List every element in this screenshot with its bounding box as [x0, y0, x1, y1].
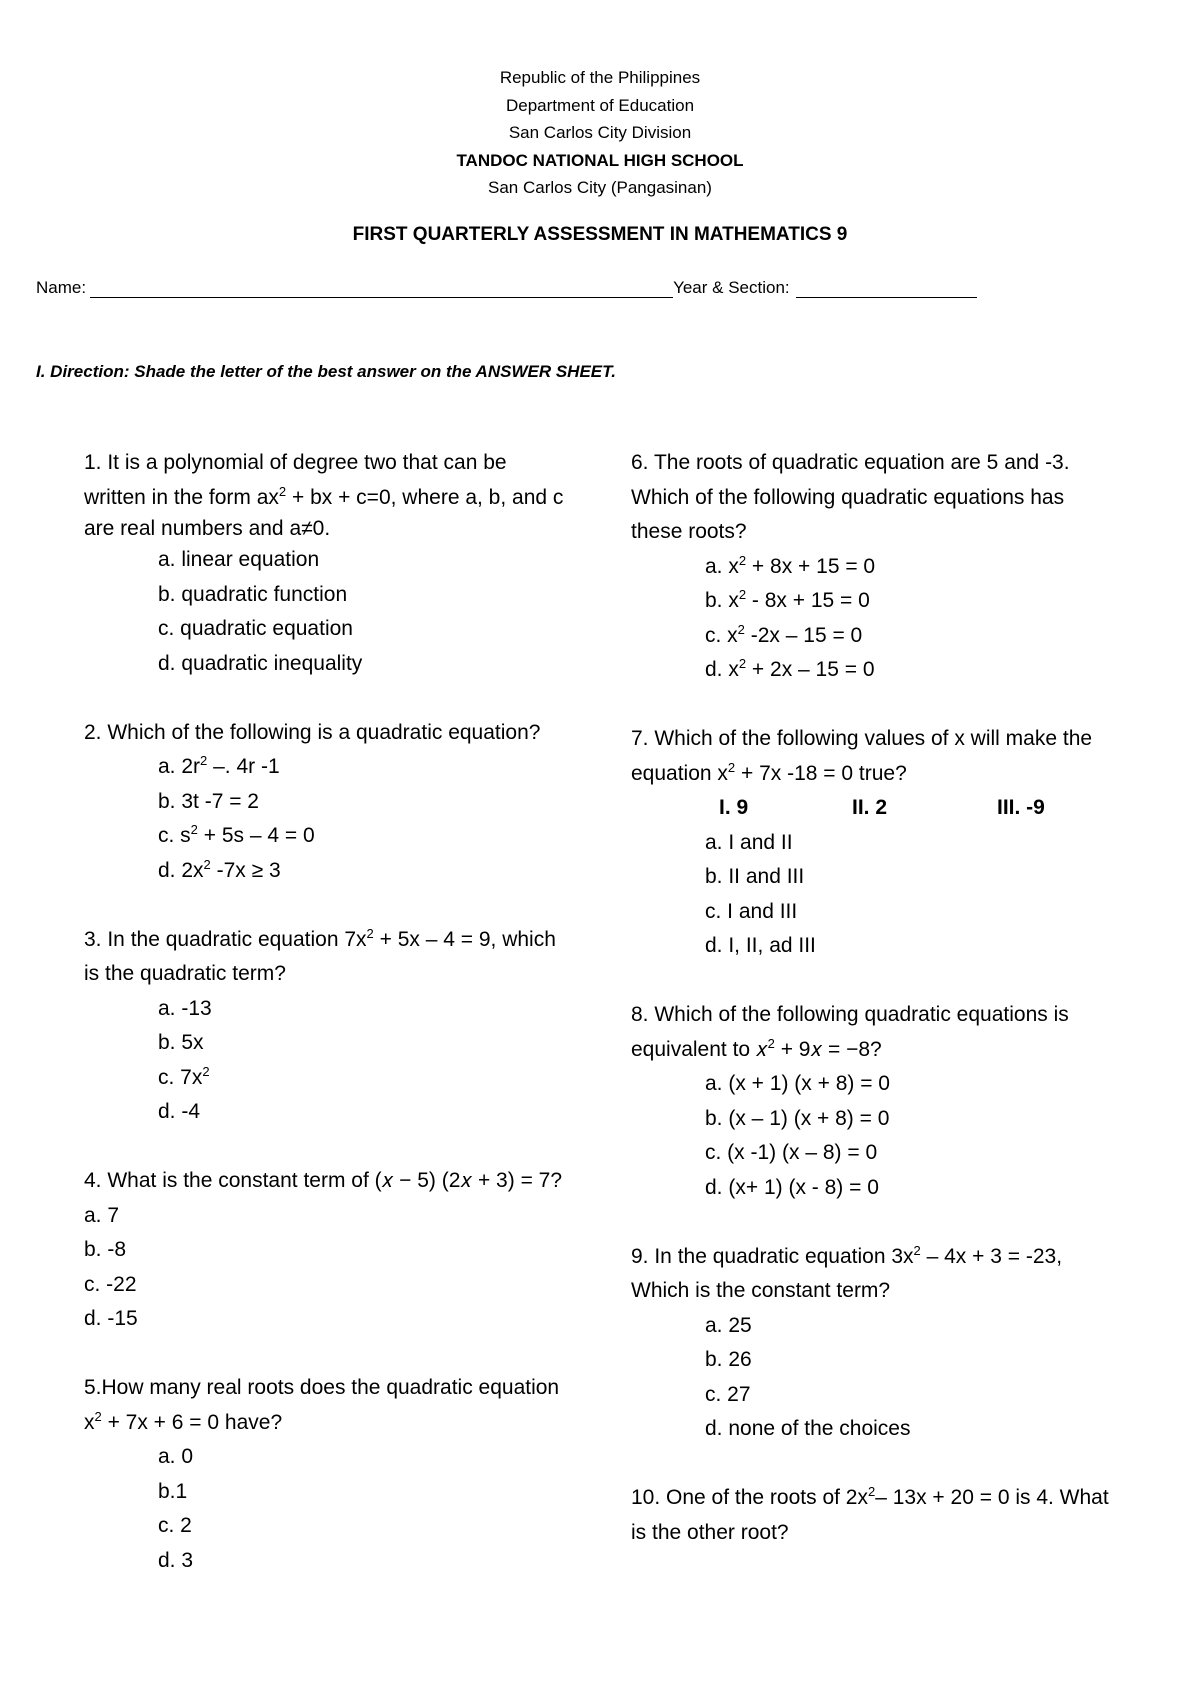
question-8	[631, 998, 1161, 1205]
q6-choice-c: c. $x^2$ -2x – 15 = 0	[705, 621, 863, 647]
q7-choice-a: a. I and II	[705, 830, 793, 854]
letterhead	[0, 64, 1200, 202]
q6-choice-d: d. $x^2 + 2x - 15 = 0$	[705, 656, 875, 681]
question-4	[84, 1164, 604, 1337]
q2-choice-d: d. $2x^2$ -7x ≥ 3	[158, 856, 281, 882]
q9-choice-d: d. none of the choices	[705, 1417, 911, 1440]
q7-choice-d: d. I, II, ad III	[705, 934, 816, 957]
q6-stem-line1: 6. The roots of quadratic equation are 5 and -3.	[631, 451, 1070, 474]
question-6	[631, 446, 1161, 688]
name-section-row	[36, 278, 977, 298]
question-9	[631, 1240, 1161, 1447]
q7-stem-line2: equation $x^2 + 7x$ -18 = 0 true?	[631, 759, 907, 785]
q3-choice-c: c. $7x^2$	[158, 1063, 210, 1089]
q5-stem-line1: 5.How many real roots does the quadratic equation	[84, 1376, 560, 1399]
name-field[interactable]	[90, 279, 673, 298]
q5-choice-d: d. 3	[158, 1548, 194, 1572]
header-school: TANDOC NATIONAL HIGH SCHOOL	[456, 150, 744, 170]
question-7	[631, 722, 1161, 964]
q4-choice-d: d. -15	[84, 1307, 138, 1330]
q7-roman-options	[631, 791, 1161, 826]
q7-stem-line1: 7. Which of the following values of x will make the	[631, 727, 1093, 750]
right-column	[631, 446, 1161, 1550]
q4-choice-b: b. -8	[84, 1238, 127, 1261]
left-column	[84, 446, 604, 1578]
question-1	[84, 446, 604, 681]
q10-stem-line1: 10. One of the roots of $2x^2-$ 13x + 20 = 0 is 4. What	[631, 1484, 1109, 1509]
q1-stem-line2: written in the form $ax^2$ + bx + c=0, where a, b, and c	[84, 483, 564, 509]
q3-choice-b: b. 5x	[158, 1031, 204, 1054]
q9-stem-line2: Which is the constant term?	[631, 1279, 891, 1302]
question-3	[84, 923, 604, 1130]
q9-stem-line1: 9. In the quadratic equation $3x^2 - 4x + 3 = -23$,	[631, 1242, 1063, 1268]
question-2	[84, 716, 604, 889]
q8-stem-line2: equivalent to 𝑥$^2$ + 9𝑥 = −8?	[631, 1035, 882, 1061]
q9-choice-b: b. 26	[705, 1348, 752, 1371]
q6-stem-line3: these roots?	[631, 520, 747, 543]
q6-choice-b: b. $x^2 - 8x + 15 = 0$	[705, 587, 870, 612]
q1-stem-line1: 1. It is a polynomial of degree two that can be	[84, 451, 507, 474]
q1-choice-a: a. linear equation	[158, 548, 320, 571]
q10-stem-line2: is the other root?	[631, 1520, 789, 1544]
q1-choice-c: c. quadratic equation	[158, 617, 353, 640]
q1-choice-d: d. quadratic inequality	[158, 651, 363, 675]
q5-choice-b: b.1	[158, 1479, 188, 1503]
header-department: Department of Education	[505, 95, 695, 115]
q3-choice-a: a. -13	[158, 996, 212, 1020]
header-city: San Carlos City (Pangasinan)	[488, 178, 712, 197]
q7-roman-1: I. 9	[719, 796, 749, 819]
q1-stem-line3: are real numbers and a≠0.	[84, 517, 331, 540]
q7-choice-c: c. I and III	[705, 899, 798, 923]
header-republic: Republic of the Philippines	[499, 68, 701, 87]
q3-stem-line2: is the quadratic term?	[84, 962, 286, 985]
question-5	[84, 1371, 604, 1578]
q4-choice-c: c. -22	[84, 1272, 137, 1296]
q2-stem: 2. Which of the following is a quadratic equation?	[84, 720, 541, 744]
name-label: Name:	[36, 278, 87, 297]
header-division: San Carlos City Division	[508, 123, 692, 142]
q7-roman-2: II. 2	[852, 796, 888, 819]
question-10	[631, 1481, 1161, 1550]
q6-stem-line2: Which of the following quadratic equations has	[631, 485, 1065, 509]
q7-roman-3: III. -9	[997, 796, 1045, 819]
q4-choice-a: a. 7	[84, 1203, 120, 1227]
q9-choice-a: a. 25	[705, 1313, 752, 1337]
q3-stem-line1: 3. In the quadratic equation $7x^2 + 5x - 4 = 9$, which	[84, 925, 556, 951]
q8-choice-d: d. (x+ 1) (x - 8) = 0	[705, 1175, 879, 1199]
q5-choice-a: a. 0	[158, 1445, 194, 1468]
q8-choice-b: b. (x – 1) (x + 8) = 0	[705, 1106, 890, 1130]
q3-choice-d: d. -4	[158, 1100, 201, 1123]
q8-stem-line1: 8. Which of the following quadratic equations is	[631, 1003, 1069, 1026]
q2-choice-c: c. $s^2 + 5s - 4 = 0$	[158, 822, 315, 847]
section-field[interactable]	[796, 279, 977, 298]
q1-choice-b: b. quadratic function	[158, 582, 348, 606]
q8-choice-c: c. (x -1) (x – 8) = 0	[705, 1141, 878, 1164]
q4-stem: 4. What is the constant term of (𝑥 − 5) (2𝑥 + 3) = 7?	[84, 1169, 563, 1192]
q2-choice-a: a. $2r^2$ –. 4r -1	[158, 753, 280, 778]
q6-choice-a: a. $x^2 + 8x + 15 = 0$	[705, 552, 876, 578]
q5-choice-c: c. 2	[158, 1514, 192, 1537]
direction-text: I. Direction: Shade the letter of the best answer on the ANSWER SHEET.	[36, 362, 616, 381]
q5-stem-line2: $x^2 + 7x + 6 = 0$ have?	[84, 1408, 283, 1434]
section-label: Year & Section:	[673, 278, 790, 297]
q2-choice-b: b. 3t -7 = 2	[158, 789, 259, 813]
q9-choice-c: c. 27	[705, 1382, 751, 1406]
q7-choice-b: b. II and III	[705, 865, 805, 888]
page-title: FIRST QUARTERLY ASSESSMENT IN MATHEMATICS 9	[352, 224, 848, 245]
q8-choice-a: a. (x + 1) (x + 8) = 0	[705, 1072, 890, 1095]
